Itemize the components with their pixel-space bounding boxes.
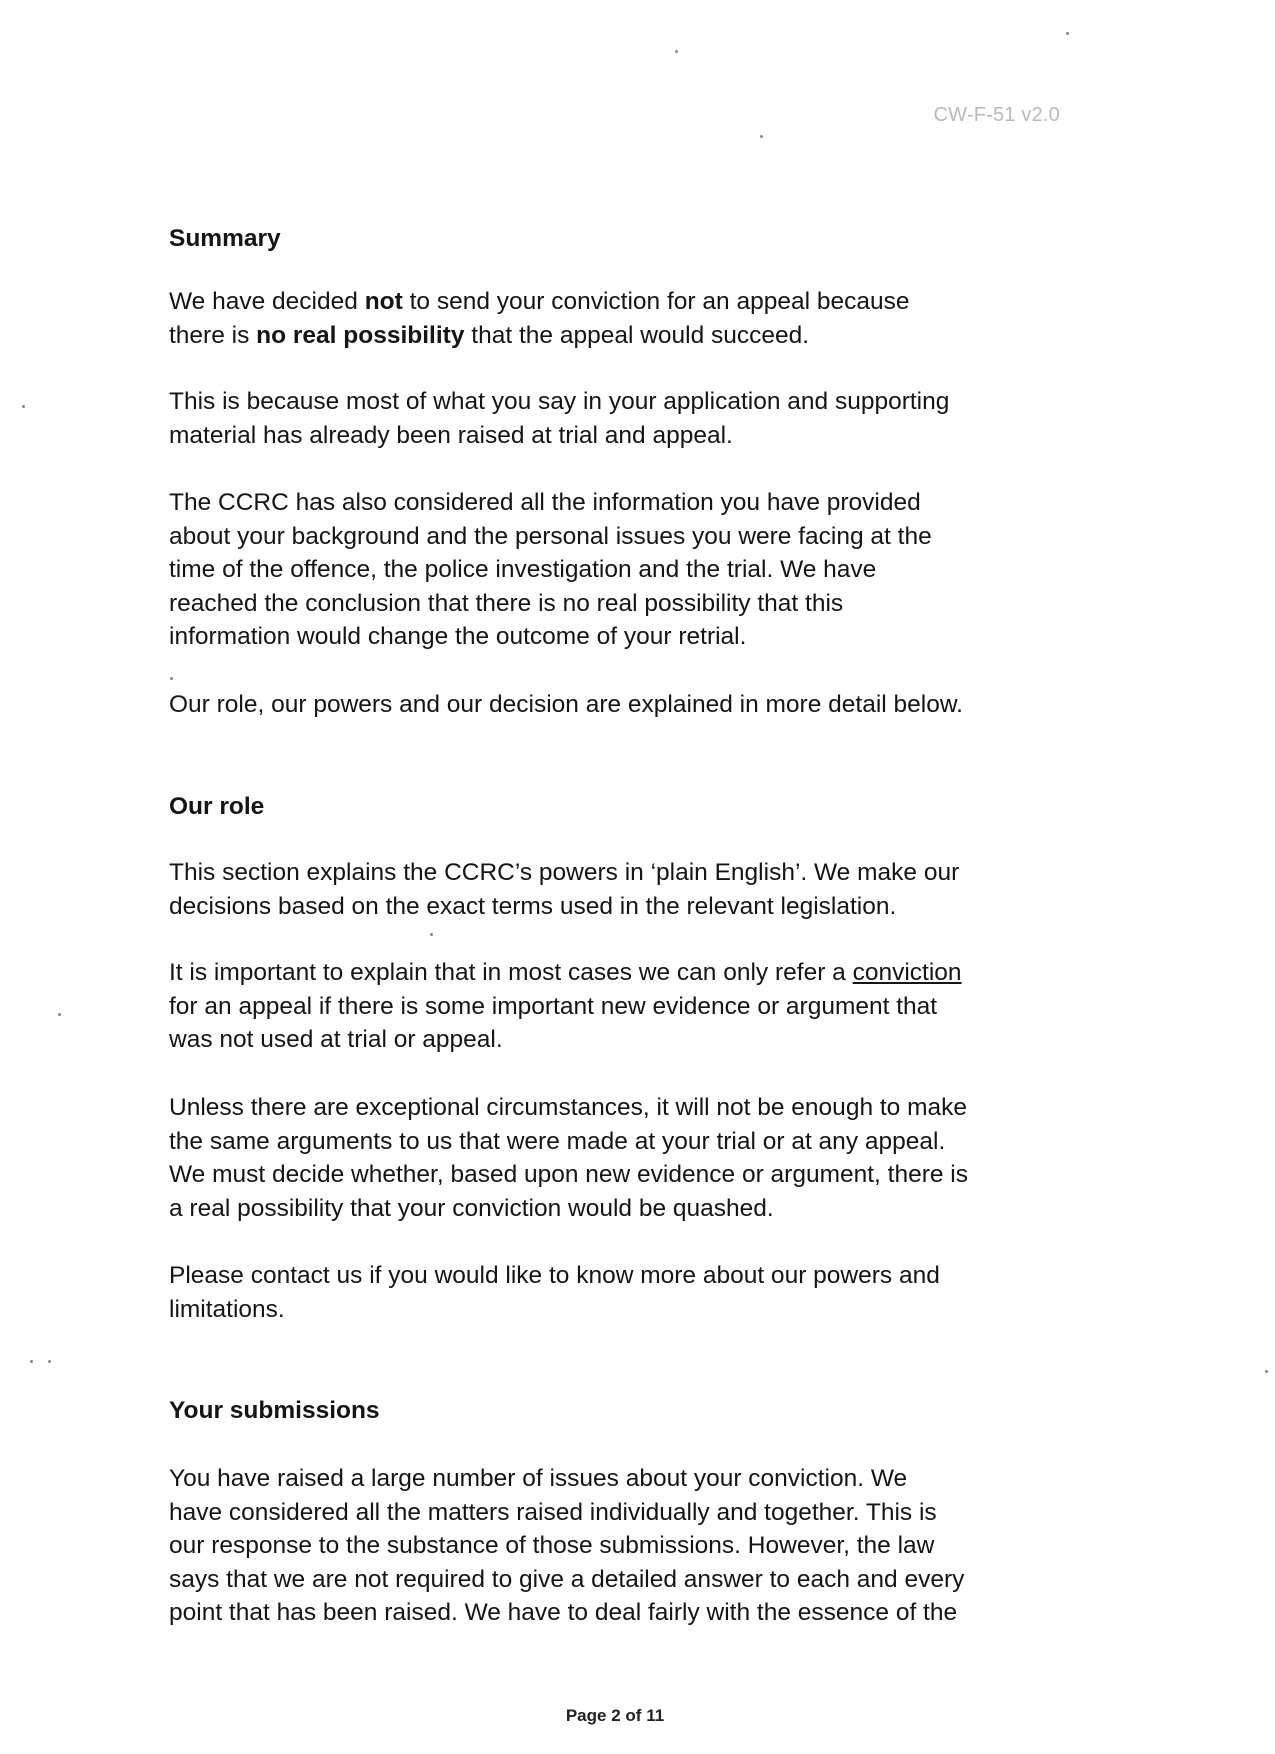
text-line: Please contact us if you would like to know more about our powers and <box>169 1262 940 1289</box>
text-line: the same arguments to us that were made at your trial or at any appeal. <box>169 1127 946 1155</box>
summary-section <box>169 222 1069 256</box>
summary-paragraph-1 <box>169 285 1069 352</box>
text-line: a real possibility that your conviction would be quashed. <box>169 1194 774 1222</box>
text-line: decisions based on the exact terms used in the relevant legislation. <box>169 892 897 920</box>
form-reference-code: CW-F-51 v2.0 <box>933 104 1060 126</box>
scan-speck <box>1066 32 1069 35</box>
our-role-heading: Our role <box>169 793 265 820</box>
text-run: that the appeal would succeed. <box>464 321 810 349</box>
scan-speck <box>48 1360 51 1363</box>
text-line: our response to the substance of those submissions. However, the law <box>169 1532 935 1559</box>
current-page-number: 2 <box>611 1706 621 1725</box>
text-line: You have raised a large number of issues about your conviction. We <box>169 1465 908 1492</box>
page-of-label: of <box>625 1706 642 1725</box>
text-line: about your background and the personal issues you were facing at the <box>169 522 932 550</box>
text-line <box>169 956 1069 990</box>
scan-speck <box>170 677 173 680</box>
our-role-paragraph-1 <box>169 856 1069 923</box>
our-role-paragraph-4 <box>169 1259 1069 1326</box>
text-line: This section explains the CCRC’s powers in ‘plain English’. We make our <box>169 859 960 886</box>
scan-speck <box>30 1360 33 1363</box>
summary-paragraph-4 <box>169 688 1069 722</box>
scan-speck <box>58 1013 61 1016</box>
scan-speck <box>760 135 763 138</box>
text-line: says that we are not required to give a detailed answer to each and every <box>169 1565 965 1593</box>
text-line <box>169 319 1069 353</box>
text-line: Unless there are exceptional circumstances, it will not be enough to make <box>169 1094 968 1121</box>
emphasis-no-real-possibility: no real possibility <box>256 321 465 349</box>
text-line: We must decide whether, based upon new evidence or argument, there is <box>169 1161 968 1188</box>
text-line: was not used at trial or appeal. <box>169 1026 503 1053</box>
scan-speck <box>22 405 25 408</box>
text-run: to send your conviction for an appeal because <box>402 288 910 315</box>
submissions-paragraph-1 <box>169 1462 1069 1630</box>
scan-speck <box>430 933 433 936</box>
text-line: limitations. <box>169 1295 285 1323</box>
text-line: material has already been raised at trial and appeal. <box>169 421 733 449</box>
submissions-section <box>169 1394 1069 1428</box>
text-line: Our role, our powers and our decision are explained in more detail below. <box>169 691 963 718</box>
text-line: point that has been raised. We have to deal fairly with the essence of the <box>169 1599 958 1626</box>
our-role-paragraph-3 <box>169 1091 1069 1225</box>
total-page-count: 11 <box>646 1706 665 1725</box>
text-line <box>169 285 1069 319</box>
our-role-paragraph-2 <box>169 956 1069 1057</box>
scan-speck <box>675 50 678 53</box>
summary-paragraph-3 <box>169 486 1069 654</box>
page-number-footer <box>0 1706 1230 1726</box>
text-line: This is because most of what you say in your application and supporting <box>169 388 950 415</box>
text-line: information would change the outcome of your retrial. <box>169 623 747 650</box>
page-label: Page <box>565 1706 607 1725</box>
submissions-heading: Your submissions <box>169 1397 380 1424</box>
text-line: have considered all the matters raised individually and together. This is <box>169 1498 937 1526</box>
underlined-conviction: conviction <box>852 959 962 986</box>
text-line: for an appeal if there is some important new evidence or argument that <box>169 992 938 1020</box>
our-role-section <box>169 790 1069 824</box>
text-run: We have decided <box>169 288 365 315</box>
text-run: It is important to explain that in most cases we can only refer a <box>169 959 853 986</box>
text-line: The CCRC has also considered all the information you have provided <box>169 489 921 516</box>
text-line: reached the conclusion that there is no real possibility that this <box>169 589 844 617</box>
scan-speck <box>1265 1370 1268 1373</box>
text-line: time of the offence, the police investigation and the trial. We have <box>169 556 877 583</box>
emphasis-not: not <box>364 288 403 315</box>
text-run: there is <box>169 321 257 349</box>
summary-heading: Summary <box>169 225 281 252</box>
summary-paragraph-2 <box>169 385 1069 452</box>
